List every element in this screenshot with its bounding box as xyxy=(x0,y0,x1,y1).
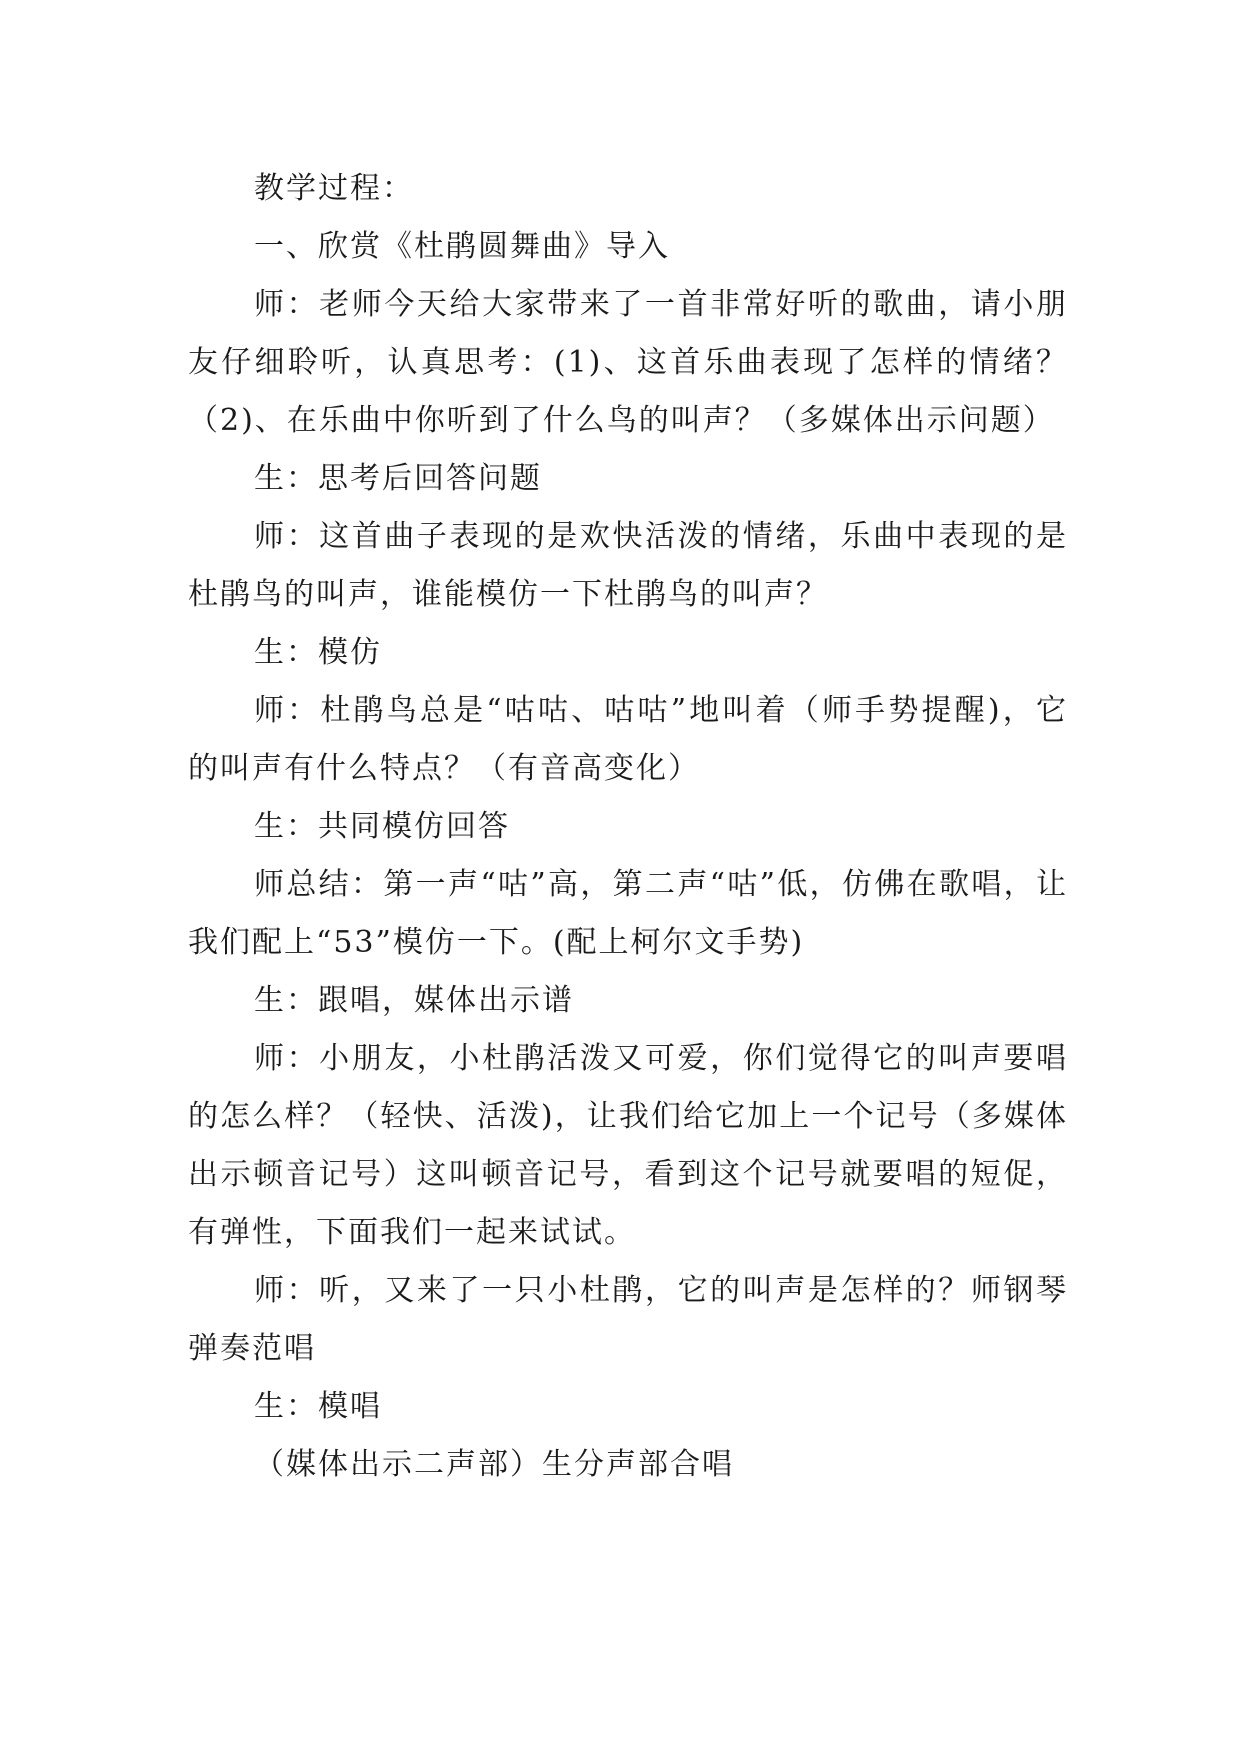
paragraph: 生：跟唱，媒体出示谱 xyxy=(254,983,574,1018)
paragraph: 师：这首曲子表现的是欢快活泼的情绪，乐曲中表现的是杜鹃鸟的叫声，谁能模仿一下杜鹃鸟的叫声？ xyxy=(188,519,1068,612)
paragraph: 师：老师今天给大家带来了一首非常好听的歌曲，请小朋友仔细聆听，认真思考：(1)、这首乐曲表现了怎样的情绪？（2)、在乐曲中你听到了什么鸟的叫声？（多媒体出示问题） xyxy=(188,287,1068,438)
paragraph: （媒体出示二声部）生分声部合唱 xyxy=(254,1447,734,1482)
paragraph: 生：思考后回答问题 xyxy=(254,461,542,496)
paragraph: 生：模仿 xyxy=(254,635,382,670)
paragraph: 师：小朋友，小杜鹃活泼又可爱，你们觉得它的叫声要唱的怎么样？（轻快、活泼)，让我们给它加上一个记号（多媒体出示顿音记号）这叫顿音记号，看到这个记号就要唱的短促，有弹性，下面我们一起来试试。 xyxy=(188,1041,1068,1250)
paragraph: 师：杜鹃鸟总是“咕咕、咕咕”地叫着（师手势提醒)，它的叫声有什么特点？（有音高变化） xyxy=(188,693,1068,786)
paragraph-heading-teaching-process: 教学过程： xyxy=(254,171,414,206)
document-body xyxy=(188,160,1068,1494)
paragraph: 生：共同模仿回答 xyxy=(254,809,510,844)
paragraph: 生：模唱 xyxy=(254,1389,382,1424)
paragraph-section-one: 一、欣赏《杜鹃圆舞曲》导入 xyxy=(254,229,670,264)
paragraph: 师：听，又来了一只小杜鹃，它的叫声是怎样的？师钢琴弹奏范唱 xyxy=(188,1273,1068,1366)
paragraph: 师总结：第一声“咕”高，第二声“咕”低，仿佛在歌唱，让我们配上“53”模仿一下。(配上柯尔文手势) xyxy=(188,867,1068,960)
